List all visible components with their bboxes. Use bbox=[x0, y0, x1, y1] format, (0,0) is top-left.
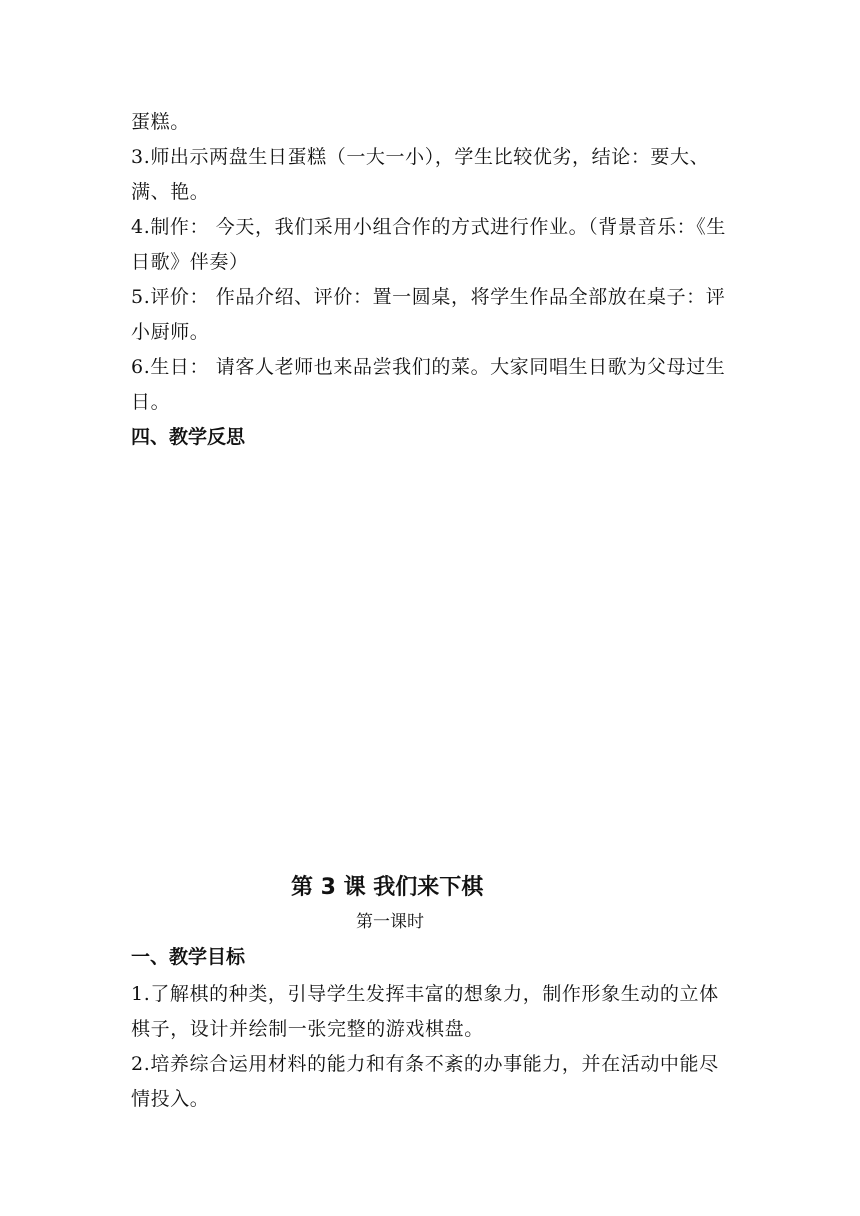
lesson-title: 第 3 课 我们来下棋 bbox=[291, 875, 484, 900]
paragraph-cake-end: 蛋糕。 bbox=[131, 111, 190, 133]
goal-2: 2.培养综合运用材料的能力和有条不紊的办事能力，并在活动中能尽情投入。 bbox=[131, 1053, 719, 1110]
step-4-making: 4.制作： 今天，我们采用小组合作的方式进行作业。（背景音乐：《生日歌》伴奏） bbox=[131, 216, 726, 273]
step-6-birthday: 6.生日： 请客人老师也来品尝我们的菜。大家同唱生日歌为父母过生日。 bbox=[131, 356, 726, 413]
lesson-3-section bbox=[131, 868, 731, 1117]
step-5-evaluation: 5.评价： 作品介绍、评价：置一圆桌，将学生作品全部放在桌子：评小厨师。 bbox=[131, 286, 726, 343]
heading-teaching-reflection: 四、教学反思 bbox=[131, 426, 246, 448]
goal-1: 1.了解棋的种类，引导学生发挥丰富的想象力，制作形象生动的立体棋子，设计并绘制一张完整的游戏棋盘。 bbox=[131, 983, 719, 1040]
lesson-subtitle: 第一课时 bbox=[356, 912, 424, 932]
heading-teaching-goals: 一、教学目标 bbox=[131, 946, 246, 968]
step-3-compare-cakes: 3.师出示两盘生日蛋糕（一大一小），学生比较优劣，结论：要大、满、艳。 bbox=[131, 146, 710, 203]
lesson-plan-continuation bbox=[131, 105, 731, 455]
